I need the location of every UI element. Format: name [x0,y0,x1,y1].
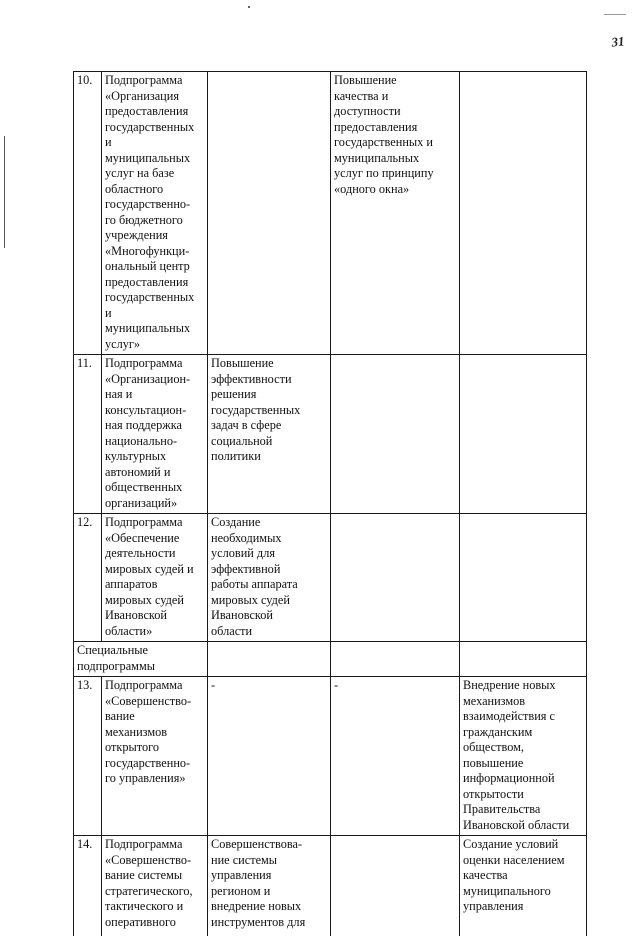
cell-col5: Создание условий оценки населением качества муниципального управления [460,836,587,936]
row-number: 11. [74,355,102,514]
table-row [74,355,587,514]
section-row [74,642,587,677]
row-number: 14. [74,836,102,936]
cell-col5 [460,72,587,355]
cell-col4 [331,836,460,936]
cell-col4 [331,355,460,514]
scan-speck [248,6,250,8]
cell-col4: Повышение качества и доступности предоставления государственных и муниципальных услуг по принципу «одного окна» [331,72,460,355]
subprogram-name: Подпрограмма «Обеспечение деятельности мировых судей и аппаратов мировых судей Ивановской области» [102,514,208,642]
cell-col3 [208,72,331,355]
cell-col3: Совершенствова- ние системы управления регионом и внедрение новых инструментов для [208,836,331,936]
cell-col5: Внедрение новых механизмов взаимодействия с гражданским обществом, повышение информационной открытости Правительства Ивановской области [460,677,587,836]
cell-col4 [331,642,460,677]
scan-speck [604,14,626,15]
row-number: 12. [74,514,102,642]
subprogram-name: Подпрограмма «Организацион- ная и консультацион- ная поддержка национально- культурных автономий и общественных организаций» [102,355,208,514]
subprogram-name: Подпрограмма «Совершенство- вание системы стратегического, тактического и оперативного [102,836,208,936]
cell-col3: - [208,677,331,836]
subprogram-name: Подпрограмма «Совершенство- вание механизмов открытого государственно- го управления» [102,677,208,836]
cell-col5 [460,514,587,642]
table-row [74,836,587,936]
cell-col3: Повышение эффективности решения государственных задач в сфере социальной политики [208,355,331,514]
cell-col5 [460,642,587,677]
cell-col3 [208,642,331,677]
table-row [74,677,587,836]
row-number: 13. [74,677,102,836]
subprogram-name: Подпрограмма «Организация предоставления государственных и муниципальных услуг на базе областного государственно- го бюджетного учреждения «Многофункци- ональный центр предоставления государственных и муниципальных услуг» [102,72,208,355]
scan-edge-mark [4,136,5,248]
table-row [74,72,587,355]
table-row [74,514,587,642]
program-table [73,71,587,936]
row-number: 10. [74,72,102,355]
cell-col4: - [331,677,460,836]
section-label: Специальные подпрограммы [74,642,208,677]
page-number: 31 [610,33,626,50]
cell-col3: Создание необходимых условий для эффективной работы аппарата мировых судей Ивановской области [208,514,331,642]
cell-col5 [460,355,587,514]
cell-col4 [331,514,460,642]
